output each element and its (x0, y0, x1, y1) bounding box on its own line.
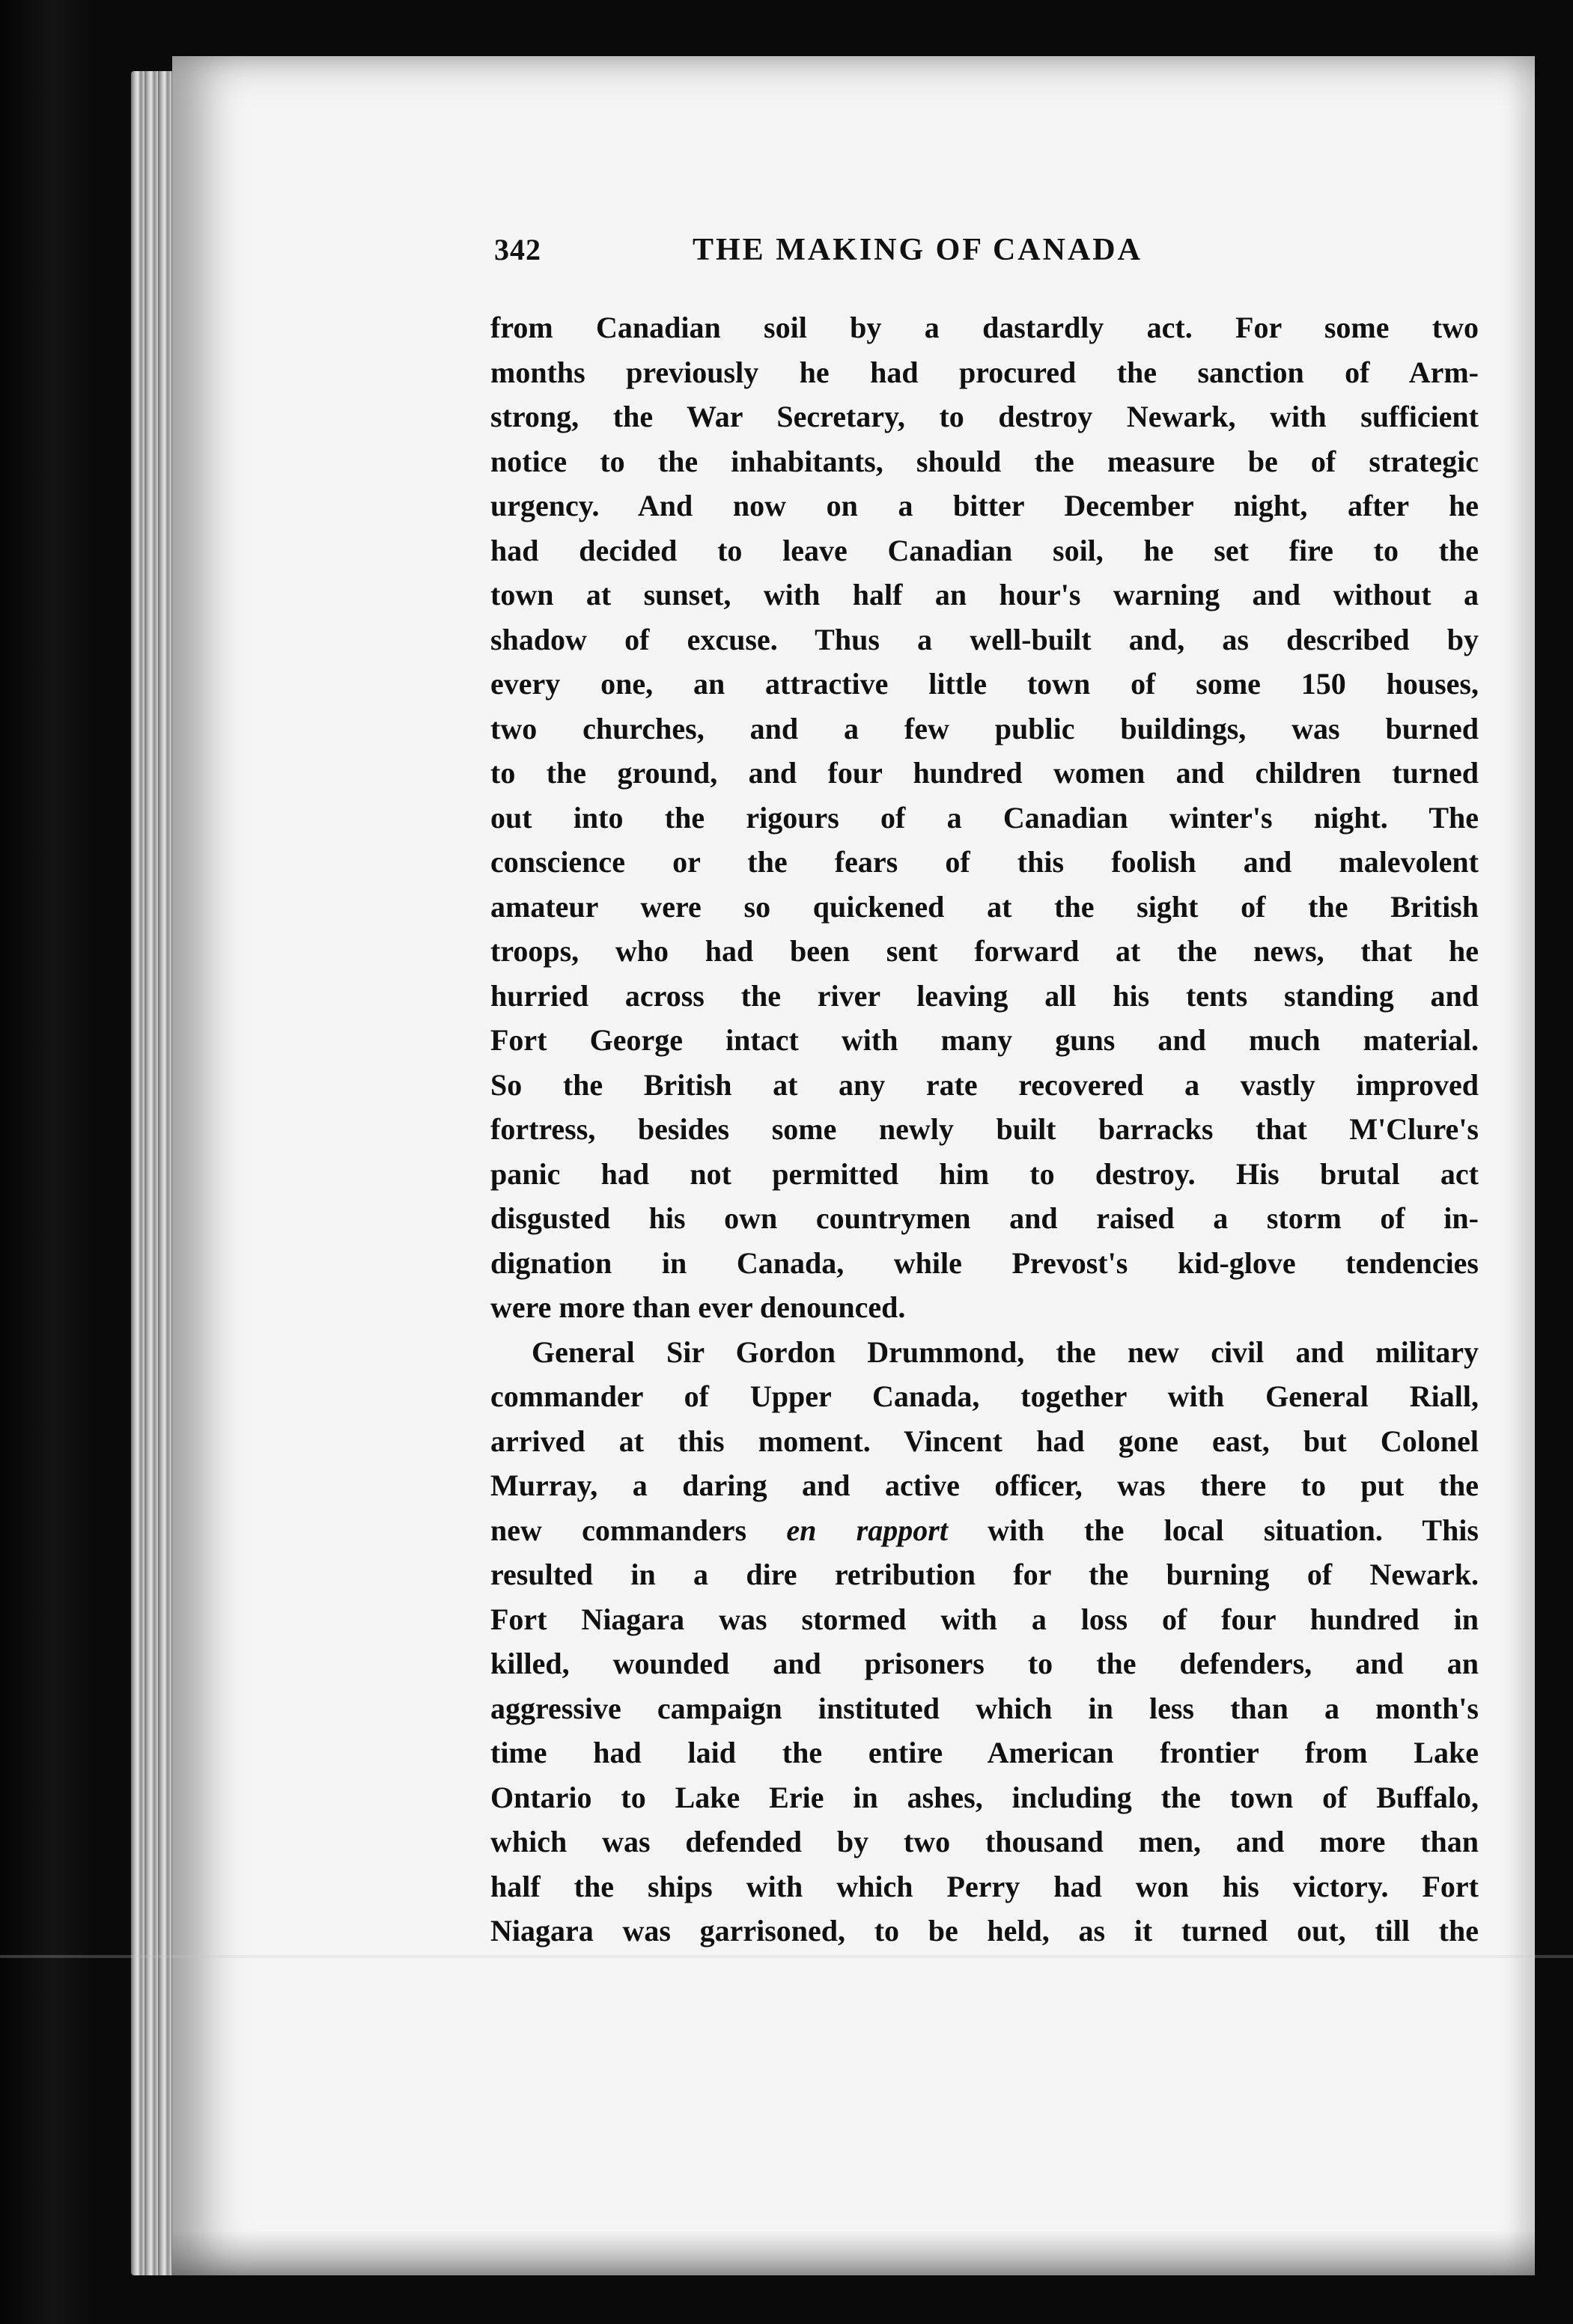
text-line: disgusted his own countrymen and raised a storm of in- (490, 1201, 1479, 1235)
text-line: half the ships with which Perry had won his victory. Fort (490, 1869, 1479, 1903)
text-line: Fort Niagara was stormed with a loss of four hundred in (490, 1602, 1479, 1636)
text-line: to the ground, and four hundred women and children turned (490, 756, 1479, 790)
page-bottom-shadow (172, 2230, 1535, 2275)
text-line: hurried across the river leaving all his tents standing and (490, 978, 1479, 1013)
running-head (494, 232, 1535, 277)
paragraph-first-line: General Sir Gordon Drummond, the new civil and military (532, 1335, 1479, 1369)
text-line: notice to the inhabitants, should the measure be of strategic (490, 444, 1479, 478)
text-line: amateur were so quickened at the sight of the British (490, 889, 1479, 924)
text-line: time had laid the entire American frontier from Lake (490, 1736, 1479, 1769)
text-line: two churches, and a few public buildings, was burned (490, 711, 1479, 745)
text-line: troops, who had been sent forward at the news, that he (490, 934, 1479, 968)
text-line: urgency. And now on a bitter December night, after he (490, 489, 1479, 522)
text-line: killed, wounded and prisoners to the defenders, and an (490, 1647, 1479, 1680)
text-line: Fort George intact with many guns and much material. (490, 1023, 1479, 1057)
body-text (490, 305, 1479, 1954)
running-title: THE MAKING OF CANADA (693, 233, 1143, 267)
text-line: arrived at this moment. Vincent had gone east, but Colonel (490, 1424, 1479, 1458)
text-line: So the British at any rate recovered a vastly improved (490, 1067, 1479, 1102)
text-line: which was defended by two thousand men, and more than (490, 1825, 1479, 1858)
text-line: Murray, a daring and active officer, was there to put the (490, 1468, 1479, 1502)
text-line: fortress, besides some newly built barracks that M'Clure's (490, 1112, 1479, 1146)
text-line: Niagara was garrisoned, to be held, as it turned out, till the (490, 1914, 1479, 1948)
text-line: town at sunset, with half an hour's warning and without a (490, 578, 1479, 612)
text-line: aggressive campaign instituted which in less than a month's (490, 1691, 1479, 1725)
paragraph-last-line: were more than ever denounced. (490, 1290, 906, 1324)
page-number: 342 (494, 233, 541, 266)
italic-phrase: en rapport (786, 1513, 948, 1547)
text-line: commander of Upper Canada, together with General Riall, (490, 1379, 1479, 1413)
text-line: panic had not permitted him to destroy. His brutal act (490, 1156, 1479, 1191)
text-line: shadow of excuse. Thus a well-built and, as described by (490, 622, 1479, 656)
text-line: new commanders en rapport with the local situation. This (490, 1513, 1479, 1547)
text-line: out into the rigours of a Canadian winter's night. The (490, 800, 1479, 835)
text-line: strong, the War Secretary, to destroy Newark, with sufficient (490, 400, 1479, 433)
text-line: Ontario to Lake Erie in ashes, including the town of Buffalo, (490, 1780, 1479, 1814)
scan-line-artifact (0, 1955, 1573, 1958)
text-line: every one, an attractive little town of some 150 houses, (490, 667, 1479, 701)
text-line: conscience or the fears of this foolish and malevolent (490, 845, 1479, 879)
text-line: dignation in Canada, while Prevost's kid-glove tendencies (490, 1245, 1479, 1280)
text-line: from Canadian soil by a dastardly act. For some two (490, 311, 1479, 344)
text-line: resulted in a dire retribution for the burning of Newark. (490, 1558, 1479, 1591)
scan-background-edge (0, 0, 90, 2324)
text-line: months previously he had procured the sanction of Arm- (490, 355, 1479, 389)
text-line: had decided to leave Canadian soil, he set fire to the (490, 533, 1479, 567)
